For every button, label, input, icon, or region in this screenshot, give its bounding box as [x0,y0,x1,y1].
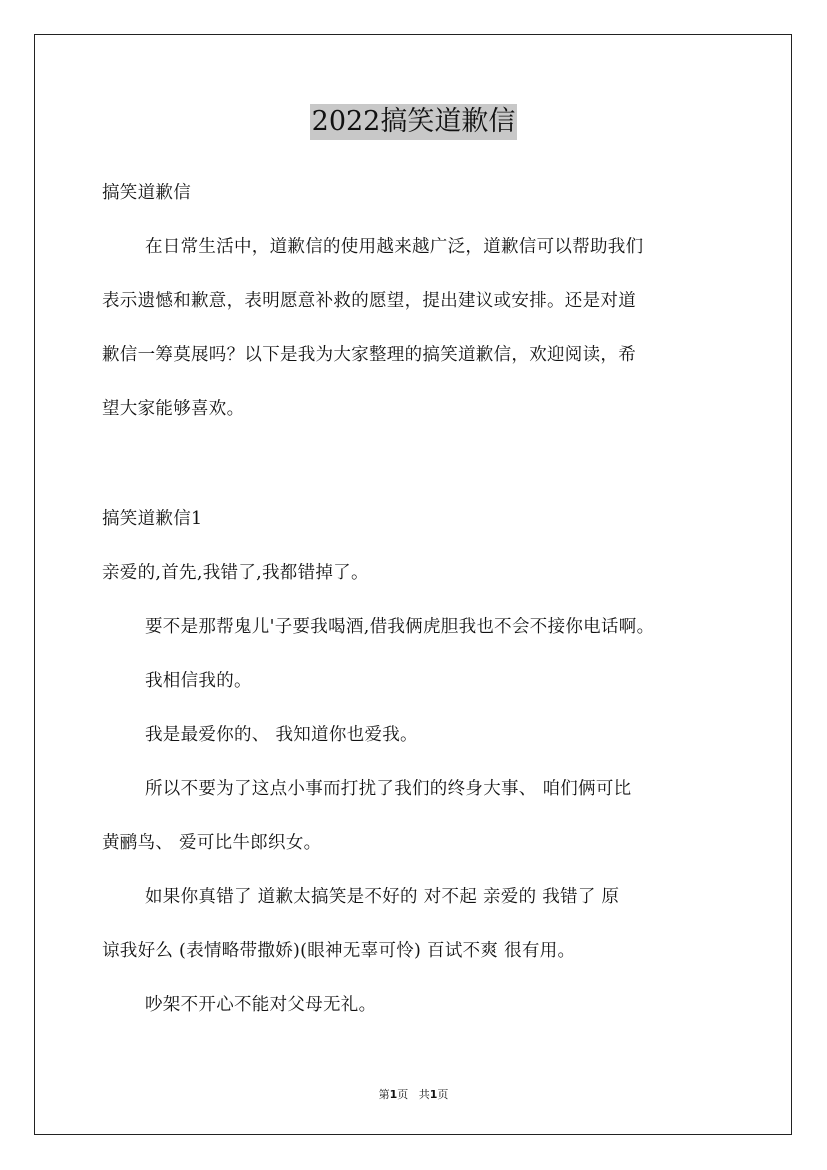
paragraph-line: 如果你真错了 道歉太搞笑是不好的 对不起 亲爱的 我错了 原 [145,887,620,907]
paragraph-line: 我是最爱你的、 我知道你也爱我。 [145,725,418,745]
document-title [0,104,827,140]
footer-total-suffix: 页 [437,1088,449,1101]
paragraph-line: 表示遗憾和歉意，表明愿意补救的愿望，提出建议或安排。还是对道 [102,291,636,311]
footer-page-number: 1 [389,1088,398,1101]
page-footer [0,1086,827,1102]
footer-total-prefix: 共 [418,1088,430,1101]
footer-page-prefix: 第 [378,1088,390,1101]
paragraph-line: 歉信一筹莫展吗？以下是我为大家整理的搞笑道歉信，欢迎阅读，希 [102,345,636,365]
paragraph-line: 我相信我的。 [145,671,252,691]
footer-page-suffix: 页 [397,1088,409,1101]
section-heading: 搞笑道歉信1 [102,509,203,529]
paragraph-line: 要不是那帮鬼儿'子要我喝酒,借我俩虎胆我也不会不接你电话啊。 [145,617,655,637]
section-heading: 搞笑道歉信 [102,183,191,203]
footer-total-number: 1 [429,1088,438,1101]
document-title-text: 2022搞笑道歉信 [310,104,518,140]
paragraph-line: 所以不要为了这点小事而打扰了我们的终身大事、 咱们俩可比 [145,779,632,799]
paragraph-line: 吵架不开心不能对父母无礼。 [145,995,377,1015]
paragraph-line: 望大家能够喜欢。 [102,399,245,419]
paragraph-line: 在日常生活中，道歉信的使用越来越广泛，道歉信可以帮助我们 [145,237,644,257]
paragraph-line: 黄鹂鸟、 爱可比牛郎织女。 [102,833,322,853]
paragraph-line: 谅我好么 (表情略带撒娇)(眼神无辜可怜) 百试不爽 很有用。 [102,941,576,961]
paragraph-line: 亲爱的,首先,我错了,我都错掉了。 [102,563,369,583]
